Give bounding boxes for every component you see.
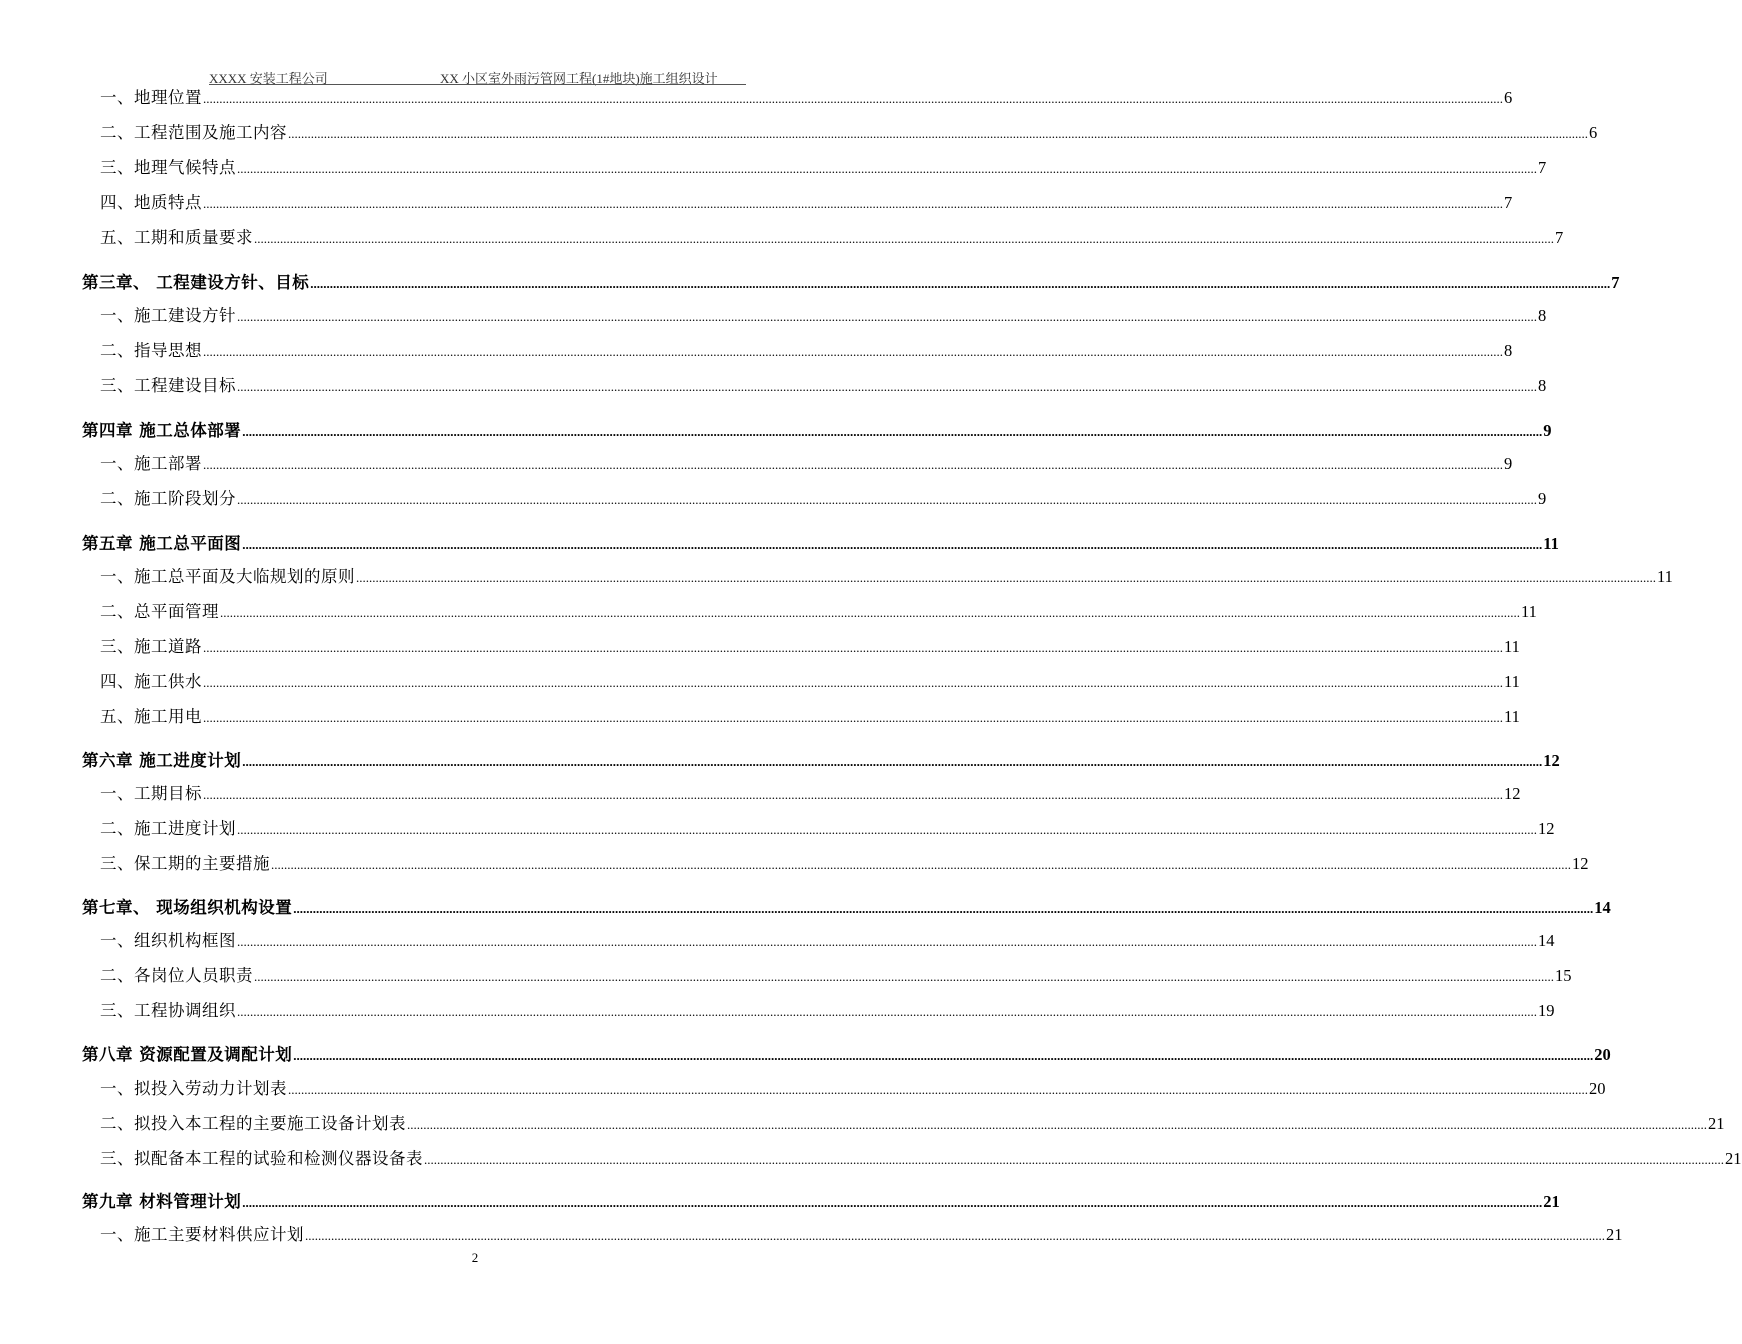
- toc-entry-page-number: 7: [1555, 228, 1564, 247]
- toc-section-entry[interactable]: [100, 705, 1520, 729]
- toc-leader-dots: ................................................................................................................................................................................................................................................................................................................................................................................................................: [288, 1082, 1588, 1097]
- toc-entry-page-number: 12: [1572, 854, 1589, 873]
- toc-chapter-entry[interactable]: [82, 532, 1559, 556]
- toc-section-entry[interactable]: [100, 1112, 1725, 1136]
- toc-entry-page-number: 12: [1538, 819, 1555, 838]
- toc-leader-dots: ................................................................................................................................................................................................................................................................................................................................................................................................................: [237, 492, 1537, 507]
- toc-leader-dots: ................................................................................................................................................................................................................................................................................................................................................................................................................: [310, 276, 1611, 291]
- toc-entry-label: 一、施工总平面及大临规划的原则: [100, 567, 355, 586]
- toc-entry-label: 三、地理气候特点: [100, 158, 236, 177]
- toc-section-entry[interactable]: [100, 964, 1572, 988]
- toc-entry-page-number: 8: [1538, 306, 1547, 325]
- toc-section-entry[interactable]: [100, 782, 1521, 806]
- toc-section-entry[interactable]: [100, 670, 1520, 694]
- toc-entry-label: 一、施工部署: [100, 454, 202, 473]
- toc-entry-page-number: 15: [1555, 966, 1572, 985]
- toc-section-entry[interactable]: [100, 852, 1589, 876]
- toc-entry-label: 二、各岗位人员职责: [100, 966, 253, 985]
- toc-entry-label: 一、组织机构框图: [100, 931, 236, 950]
- toc-section-entry[interactable]: [100, 339, 1513, 363]
- toc-entry-label: 第七章、 现场组织机构设置: [82, 898, 293, 917]
- toc-entry-page-number: 11: [1504, 707, 1520, 726]
- toc-leader-dots: ................................................................................................................................................................................................................................................................................................................................................................................................................: [242, 754, 1543, 769]
- toc-entry-label: 五、施工用电: [100, 707, 202, 726]
- toc-entry-label: 二、施工进度计划: [100, 819, 236, 838]
- toc-entry-page-number: 9: [1543, 421, 1552, 440]
- toc-section-entry[interactable]: [100, 226, 1564, 250]
- toc-entry-page-number: 11: [1543, 534, 1559, 553]
- toc-chapter-entry[interactable]: [82, 1043, 1611, 1067]
- toc-leader-dots: ................................................................................................................................................................................................................................................................................................................................................................................................................: [220, 605, 1520, 620]
- toc-entry-page-number: 6: [1504, 88, 1513, 107]
- toc-leader-dots: ................................................................................................................................................................................................................................................................................................................................................................................................................: [356, 570, 1656, 585]
- toc-leader-dots: ................................................................................................................................................................................................................................................................................................................................................................................................................: [203, 675, 1503, 690]
- toc-section-entry[interactable]: [100, 1077, 1606, 1101]
- toc-leader-dots: ................................................................................................................................................................................................................................................................................................................................................................................................................: [203, 787, 1503, 802]
- toc-entry-label: 二、指导思想: [100, 341, 202, 360]
- toc-entry-page-number: 21: [1606, 1225, 1623, 1244]
- toc-entry-label: 一、施工主要材料供应计划: [100, 1225, 304, 1244]
- toc-section-entry[interactable]: [100, 374, 1547, 398]
- toc-entry-page-number: 7: [1504, 193, 1513, 212]
- toc-leader-dots: ................................................................................................................................................................................................................................................................................................................................................................................................................: [254, 231, 1554, 246]
- toc-entry-page-number: 21: [1543, 1192, 1560, 1211]
- toc-chapter-entry[interactable]: [82, 749, 1560, 773]
- header-project-title: XX 小区室外雨污管网工程(1#地块)施工组织设计: [440, 71, 718, 86]
- toc-entry-page-number: 7: [1538, 158, 1547, 177]
- toc-section-entry[interactable]: [100, 121, 1598, 145]
- toc-entry-page-number: 8: [1504, 341, 1513, 360]
- toc-leader-dots: ................................................................................................................................................................................................................................................................................................................................................................................................................: [203, 196, 1503, 211]
- toc-leader-dots: ................................................................................................................................................................................................................................................................................................................................................................................................................: [293, 901, 1594, 916]
- toc-entry-label: 第九章 材料管理计划: [82, 1192, 242, 1211]
- toc-leader-dots: ................................................................................................................................................................................................................................................................................................................................................................................................................: [237, 161, 1537, 176]
- toc-leader-dots: ................................................................................................................................................................................................................................................................................................................................................................................................................: [242, 424, 1543, 439]
- toc-entry-page-number: 11: [1504, 672, 1520, 691]
- toc-leader-dots: ................................................................................................................................................................................................................................................................................................................................................................................................................: [242, 1195, 1543, 1210]
- toc-entry-label: 五、工期和质量要求: [100, 228, 253, 247]
- toc-leader-dots: ................................................................................................................................................................................................................................................................................................................................................................................................................: [242, 537, 1543, 552]
- toc-section-entry[interactable]: [100, 86, 1513, 110]
- toc-entry-label: 第三章、 工程建设方针、目标: [82, 273, 310, 292]
- toc-leader-dots: ................................................................................................................................................................................................................................................................................................................................................................................................................: [237, 1004, 1537, 1019]
- toc-leader-dots: ................................................................................................................................................................................................................................................................................................................................................................................................................: [237, 822, 1537, 837]
- toc-entry-label: 一、施工建设方针: [100, 306, 236, 325]
- toc-entry-label: 三、工程协调组织: [100, 1001, 236, 1020]
- toc-section-entry[interactable]: [100, 487, 1547, 511]
- toc-entry-label: 三、保工期的主要措施: [100, 854, 270, 873]
- toc-section-entry[interactable]: [100, 452, 1513, 476]
- toc-entry-page-number: 11: [1657, 567, 1673, 586]
- toc-entry-page-number: 12: [1504, 784, 1521, 803]
- toc-entry-label: 一、工期目标: [100, 784, 202, 803]
- toc-chapter-entry[interactable]: [82, 1190, 1560, 1214]
- toc-entry-label: 三、拟配备本工程的试验和检测仪器设备表: [100, 1149, 423, 1168]
- toc-leader-dots: ................................................................................................................................................................................................................................................................................................................................................................................................................: [254, 969, 1554, 984]
- page-header: [0, 68, 950, 86]
- toc-leader-dots: ................................................................................................................................................................................................................................................................................................................................................................................................................: [203, 344, 1503, 359]
- toc-entry-page-number: 21: [1708, 1114, 1725, 1133]
- toc-entry-label: 一、地理位置: [100, 88, 202, 107]
- toc-section-entry[interactable]: [100, 304, 1547, 328]
- toc-leader-dots: ................................................................................................................................................................................................................................................................................................................................................................................................................: [293, 1048, 1594, 1063]
- header-rule: [209, 84, 746, 85]
- toc-section-entry[interactable]: [100, 635, 1520, 659]
- page-number: 2: [471, 1250, 479, 1265]
- toc-entry-label: 三、施工道路: [100, 637, 202, 656]
- toc-entry-page-number: 7: [1611, 273, 1620, 292]
- toc-leader-dots: ................................................................................................................................................................................................................................................................................................................................................................................................................: [203, 457, 1503, 472]
- toc-leader-dots: ................................................................................................................................................................................................................................................................................................................................................................................................................: [203, 710, 1503, 725]
- toc-entry-page-number: 14: [1538, 931, 1555, 950]
- toc-entry-page-number: 11: [1521, 602, 1537, 621]
- toc-entry-label: 四、施工供水: [100, 672, 202, 691]
- toc-entry-label: 二、总平面管理: [100, 602, 219, 621]
- toc-section-entry[interactable]: [100, 565, 1673, 589]
- toc-chapter-entry[interactable]: [82, 271, 1620, 295]
- toc-leader-dots: ................................................................................................................................................................................................................................................................................................................................................................................................................: [203, 640, 1503, 655]
- toc-leader-dots: ................................................................................................................................................................................................................................................................................................................................................................................................................: [237, 934, 1537, 949]
- toc-chapter-entry[interactable]: [82, 419, 1552, 443]
- toc-entry-label: 第五章 施工总平面图: [82, 534, 242, 553]
- toc-section-entry[interactable]: [100, 600, 1537, 624]
- toc-entry-page-number: 6: [1589, 123, 1598, 142]
- toc-entry-label: 四、地质特点: [100, 193, 202, 212]
- toc-leader-dots: ................................................................................................................................................................................................................................................................................................................................................................................................................: [424, 1152, 1724, 1167]
- toc-section-entry[interactable]: [100, 999, 1555, 1023]
- toc-entry-page-number: 9: [1538, 489, 1547, 508]
- toc-entry-label: 三、工程建设目标: [100, 376, 236, 395]
- toc-entry-label: 第六章 施工进度计划: [82, 751, 242, 770]
- toc-entry-label: 二、工程范围及施工内容: [100, 123, 287, 142]
- toc-leader-dots: ................................................................................................................................................................................................................................................................................................................................................................................................................: [407, 1117, 1707, 1132]
- toc-leader-dots: ................................................................................................................................................................................................................................................................................................................................................................................................................: [237, 309, 1537, 324]
- toc-entry-label: 二、施工阶段划分: [100, 489, 236, 508]
- toc-entry-page-number: 20: [1594, 1045, 1611, 1064]
- toc-entry-page-number: 8: [1538, 376, 1547, 395]
- toc-section-entry[interactable]: [100, 191, 1513, 215]
- toc-section-entry[interactable]: [100, 1147, 1742, 1171]
- toc-entry-label: 一、拟投入劳动力计划表: [100, 1079, 287, 1098]
- toc-leader-dots: ................................................................................................................................................................................................................................................................................................................................................................................................................: [288, 126, 1588, 141]
- toc-entry-label: 第八章 资源配置及调配计划: [82, 1045, 293, 1064]
- toc-entry-label: 二、拟投入本工程的主要施工设备计划表: [100, 1114, 406, 1133]
- toc-leader-dots: ................................................................................................................................................................................................................................................................................................................................................................................................................: [237, 379, 1537, 394]
- toc-entry-page-number: 9: [1504, 454, 1513, 473]
- toc-section-entry[interactable]: [100, 156, 1547, 180]
- toc-leader-dots: ................................................................................................................................................................................................................................................................................................................................................................................................................: [305, 1228, 1605, 1243]
- header-company: XXXX 安装工程公司: [209, 71, 328, 86]
- toc-entry-label: 第四章 施工总体部署: [82, 421, 242, 440]
- toc-entry-page-number: 12: [1543, 751, 1560, 770]
- toc-entry-page-number: 19: [1538, 1001, 1555, 1020]
- toc-section-entry[interactable]: [100, 817, 1555, 841]
- toc-leader-dots: ................................................................................................................................................................................................................................................................................................................................................................................................................: [203, 91, 1503, 106]
- toc-entry-page-number: 11: [1504, 637, 1520, 656]
- toc-entry-page-number: 14: [1594, 898, 1611, 917]
- toc-section-entry[interactable]: [100, 929, 1555, 953]
- toc-entry-page-number: 20: [1589, 1079, 1606, 1098]
- toc-leader-dots: ................................................................................................................................................................................................................................................................................................................................................................................................................: [271, 857, 1571, 872]
- toc-chapter-entry[interactable]: [82, 896, 1611, 920]
- toc-entry-page-number: 21: [1725, 1149, 1742, 1168]
- toc-section-entry[interactable]: [100, 1223, 1623, 1247]
